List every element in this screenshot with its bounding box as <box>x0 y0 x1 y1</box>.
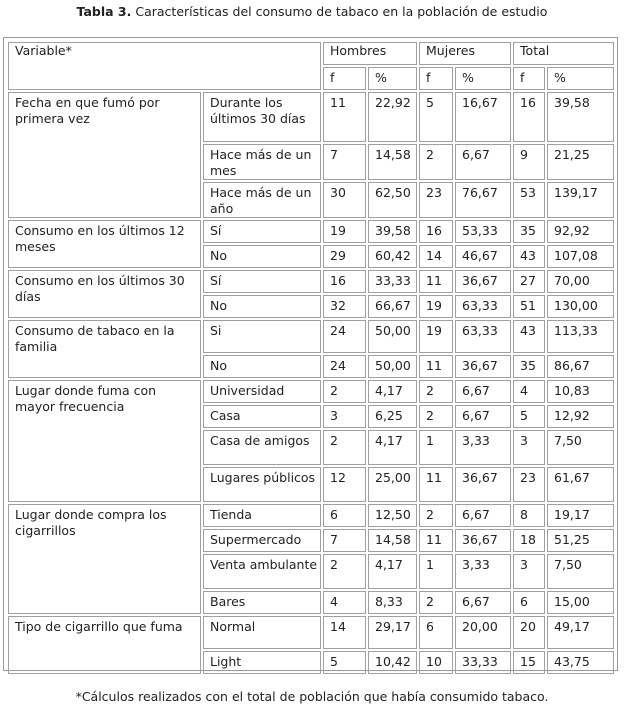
variable-cell: Consumo en los últimos 12 meses <box>8 220 201 268</box>
percent-cell: 61,67 <box>547 467 614 502</box>
variable-cell: Lugar donde fuma con mayor frecuencia <box>8 380 201 502</box>
frequency-cell: 4 <box>513 380 545 403</box>
category-cell: Light <box>203 651 321 674</box>
frequency-cell: 6 <box>513 591 545 614</box>
percent-cell: 50,00 <box>368 355 417 378</box>
frequency-cell: 23 <box>513 467 545 502</box>
frequency-cell: 19 <box>323 220 366 243</box>
percent-cell: 43,75 <box>547 651 614 674</box>
percent-cell: 113,33 <box>547 320 614 353</box>
variable-cell: Consumo de tabaco en la familia <box>8 320 201 378</box>
table-row <box>8 504 614 527</box>
percent-cell: 19,17 <box>547 504 614 527</box>
frequency-cell: 29 <box>323 245 366 268</box>
percent-cell: 36,67 <box>455 355 511 378</box>
percent-cell: 6,67 <box>455 405 511 428</box>
frequency-cell: 2 <box>323 554 366 589</box>
frequency-cell: 2 <box>323 380 366 403</box>
table-body <box>8 42 614 674</box>
percent-cell: 39,58 <box>368 220 417 243</box>
frequency-cell: 2 <box>419 405 453 428</box>
category-cell: Durante los últimos 30 días <box>203 92 321 142</box>
header-variable: Variable* <box>8 42 321 90</box>
frequency-cell: 7 <box>323 144 366 180</box>
percent-cell: 10,42 <box>368 651 417 674</box>
percent-cell: 63,33 <box>455 320 511 353</box>
percent-cell: 39,58 <box>547 92 614 142</box>
frequency-cell: 3 <box>323 405 366 428</box>
percent-cell: 6,67 <box>455 380 511 403</box>
frequency-cell: 7 <box>323 529 366 552</box>
table-row <box>8 270 614 293</box>
variable-cell: Consumo en los últimos 30 días <box>8 270 201 318</box>
percent-cell: 6,67 <box>455 591 511 614</box>
frequency-cell: 9 <box>513 144 545 180</box>
percent-cell: 16,67 <box>455 92 511 142</box>
frequency-cell: 1 <box>419 554 453 589</box>
data-table <box>6 40 616 676</box>
frequency-cell: 35 <box>513 220 545 243</box>
percent-cell: 6,67 <box>455 504 511 527</box>
frequency-cell: 10 <box>419 651 453 674</box>
frequency-cell: 1 <box>419 430 453 465</box>
percent-cell: 107,08 <box>547 245 614 268</box>
table-row <box>8 380 614 403</box>
frequency-cell: 2 <box>419 591 453 614</box>
percent-cell: 53,33 <box>455 220 511 243</box>
frequency-cell: 11 <box>419 529 453 552</box>
frequency-cell: 16 <box>419 220 453 243</box>
frequency-cell: 35 <box>513 355 545 378</box>
percent-cell: 70,00 <box>547 270 614 293</box>
percent-cell: 12,92 <box>547 405 614 428</box>
percent-cell: 29,17 <box>368 616 417 649</box>
percent-cell: 51,25 <box>547 529 614 552</box>
category-cell: No <box>203 355 321 378</box>
percent-cell: 4,17 <box>368 430 417 465</box>
table-caption <box>0 4 624 19</box>
percent-cell: 20,00 <box>455 616 511 649</box>
frequency-cell: 2 <box>419 144 453 180</box>
percent-cell: 3,33 <box>455 554 511 589</box>
percent-cell: 4,17 <box>368 380 417 403</box>
table-footnote: *Cálculos realizados con el total de población que había consumido tabaco. <box>75 689 549 704</box>
percent-cell: 36,67 <box>455 529 511 552</box>
category-cell: Lugares públicos <box>203 467 321 502</box>
frequency-cell: 3 <box>513 430 545 465</box>
frequency-cell: 43 <box>513 320 545 353</box>
percent-cell: 50,00 <box>368 320 417 353</box>
percent-cell: 15,00 <box>547 591 614 614</box>
frequency-cell: 6 <box>323 504 366 527</box>
category-cell: Casa <box>203 405 321 428</box>
frequency-cell: 43 <box>513 245 545 268</box>
percent-cell: 49,17 <box>547 616 614 649</box>
percent-cell: 21,25 <box>547 144 614 180</box>
percent-cell: 76,67 <box>455 182 511 218</box>
percent-cell: 62,50 <box>368 182 417 218</box>
frequency-cell: 24 <box>323 320 366 353</box>
frequency-cell: 27 <box>513 270 545 293</box>
category-cell: Universidad <box>203 380 321 403</box>
category-cell: Normal <box>203 616 321 649</box>
percent-cell: 6,25 <box>368 405 417 428</box>
percent-cell: 139,17 <box>547 182 614 218</box>
percent-cell: 60,42 <box>368 245 417 268</box>
variable-cell: Lugar donde compra los cigarrillos <box>8 504 201 614</box>
percent-cell: 36,67 <box>455 270 511 293</box>
frequency-cell: 32 <box>323 295 366 318</box>
percent-cell: 130,00 <box>547 295 614 318</box>
category-cell: Hace más de un año <box>203 182 321 218</box>
frequency-cell: 4 <box>323 591 366 614</box>
frequency-cell: 53 <box>513 182 545 218</box>
frequency-cell: 30 <box>323 182 366 218</box>
frequency-cell: 11 <box>323 92 366 142</box>
category-cell: No <box>203 245 321 268</box>
percent-cell: 14,58 <box>368 144 417 180</box>
subheader-f: f <box>323 67 366 90</box>
subheader-pct: % <box>368 67 417 90</box>
percent-cell: 46,67 <box>455 245 511 268</box>
category-cell: Bares <box>203 591 321 614</box>
frequency-cell: 16 <box>513 92 545 142</box>
table-row <box>8 616 614 649</box>
category-cell: No <box>203 295 321 318</box>
frequency-cell: 16 <box>323 270 366 293</box>
percent-cell: 4,17 <box>368 554 417 589</box>
frequency-cell: 5 <box>513 405 545 428</box>
percent-cell: 86,67 <box>547 355 614 378</box>
header-group-total: Total <box>513 42 614 65</box>
frequency-cell: 11 <box>419 355 453 378</box>
frequency-cell: 23 <box>419 182 453 218</box>
category-cell: Si <box>203 320 321 353</box>
table-row <box>8 92 614 142</box>
table-caption-text: Características del consumo de tabaco en la población de estudio <box>135 4 548 19</box>
percent-cell: 7,50 <box>547 430 614 465</box>
percent-cell: 3,33 <box>455 430 511 465</box>
frequency-cell: 19 <box>419 295 453 318</box>
frequency-cell: 19 <box>419 320 453 353</box>
percent-cell: 22,92 <box>368 92 417 142</box>
header-group-mujeres: Mujeres <box>419 42 511 65</box>
table-row <box>8 220 614 243</box>
frequency-cell: 5 <box>419 92 453 142</box>
subheader-pct: % <box>455 67 511 90</box>
percent-cell: 8,33 <box>368 591 417 614</box>
frequency-cell: 6 <box>419 616 453 649</box>
frequency-cell: 8 <box>513 504 545 527</box>
frequency-cell: 2 <box>419 504 453 527</box>
variable-cell: Fecha en que fumó por primera vez <box>8 92 201 218</box>
category-cell: Tienda <box>203 504 321 527</box>
variable-cell: Tipo de cigarrillo que fuma <box>8 616 201 674</box>
category-cell: Venta ambulante <box>203 554 321 589</box>
category-cell: Sí <box>203 220 321 243</box>
percent-cell: 25,00 <box>368 467 417 502</box>
frequency-cell: 5 <box>323 651 366 674</box>
subheader-f: f <box>513 67 545 90</box>
frequency-cell: 2 <box>419 380 453 403</box>
percent-cell: 7,50 <box>547 554 614 589</box>
percent-cell: 6,67 <box>455 144 511 180</box>
category-cell: Sí <box>203 270 321 293</box>
frequency-cell: 2 <box>323 430 366 465</box>
percent-cell: 33,33 <box>368 270 417 293</box>
frequency-cell: 18 <box>513 529 545 552</box>
table-caption-label: Tabla 3. <box>76 4 132 19</box>
frequency-cell: 14 <box>323 616 366 649</box>
percent-cell: 12,50 <box>368 504 417 527</box>
category-cell: Casa de amigos <box>203 430 321 465</box>
frequency-cell: 20 <box>513 616 545 649</box>
frequency-cell: 15 <box>513 651 545 674</box>
subheader-pct: % <box>547 67 614 90</box>
frequency-cell: 24 <box>323 355 366 378</box>
percent-cell: 92,92 <box>547 220 614 243</box>
header-group-hombres: Hombres <box>323 42 417 65</box>
subheader-f: f <box>419 67 453 90</box>
frequency-cell: 12 <box>323 467 366 502</box>
percent-cell: 10,83 <box>547 380 614 403</box>
percent-cell: 14,58 <box>368 529 417 552</box>
frequency-cell: 11 <box>419 467 453 502</box>
header-row <box>8 42 614 65</box>
frequency-cell: 11 <box>419 270 453 293</box>
frequency-cell: 3 <box>513 554 545 589</box>
percent-cell: 33,33 <box>455 651 511 674</box>
frequency-cell: 51 <box>513 295 545 318</box>
percent-cell: 36,67 <box>455 467 511 502</box>
percent-cell: 63,33 <box>455 295 511 318</box>
percent-cell: 66,67 <box>368 295 417 318</box>
frequency-cell: 14 <box>419 245 453 268</box>
category-cell: Supermercado <box>203 529 321 552</box>
table-row <box>8 320 614 353</box>
category-cell: Hace más de un mes <box>203 144 321 180</box>
